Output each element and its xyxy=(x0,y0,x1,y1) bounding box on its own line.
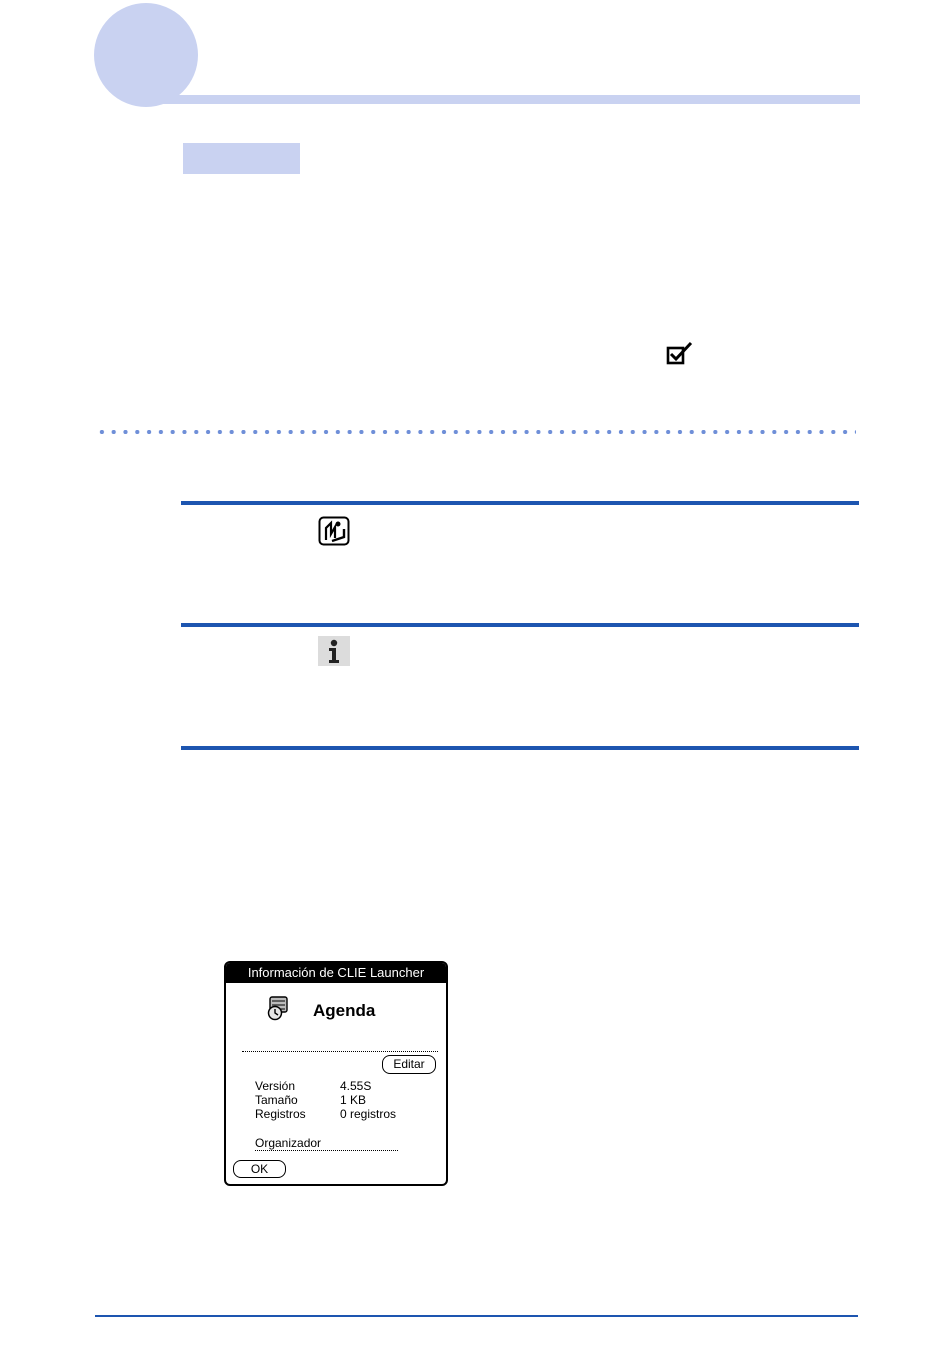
dotted-separator xyxy=(242,1051,438,1052)
footer-rule xyxy=(95,1315,858,1317)
clie-launcher-info-dialog xyxy=(224,961,448,1186)
size-value: 1 KB xyxy=(340,1093,367,1107)
records-value: 0 registros xyxy=(340,1107,397,1121)
note-label-box xyxy=(183,143,300,174)
size-label: Tamaño xyxy=(255,1093,298,1107)
step-rule-1 xyxy=(181,501,859,505)
version-label: Versión xyxy=(255,1079,296,1093)
checkbox-checked-icon xyxy=(666,340,694,366)
launcher-icon xyxy=(318,516,350,546)
header-bar xyxy=(136,95,860,104)
version-value: 4.55S xyxy=(340,1079,372,1093)
step-rule-3 xyxy=(181,746,859,750)
records-label: Registros xyxy=(255,1107,306,1121)
chapter-circle xyxy=(94,3,198,107)
category-underline xyxy=(255,1150,398,1151)
edit-button[interactable]: Editar xyxy=(382,1055,436,1074)
ok-button[interactable]: OK xyxy=(233,1160,286,1178)
agenda-clock-icon xyxy=(266,995,290,1021)
step-rule-2 xyxy=(181,623,859,627)
app-name: Agenda xyxy=(313,1001,376,1020)
dialog-title: Información de CLIE Launcher xyxy=(226,963,446,983)
info-icon xyxy=(318,636,350,666)
category-selector[interactable]: Organizador xyxy=(255,1136,322,1150)
dotted-divider xyxy=(96,430,856,434)
